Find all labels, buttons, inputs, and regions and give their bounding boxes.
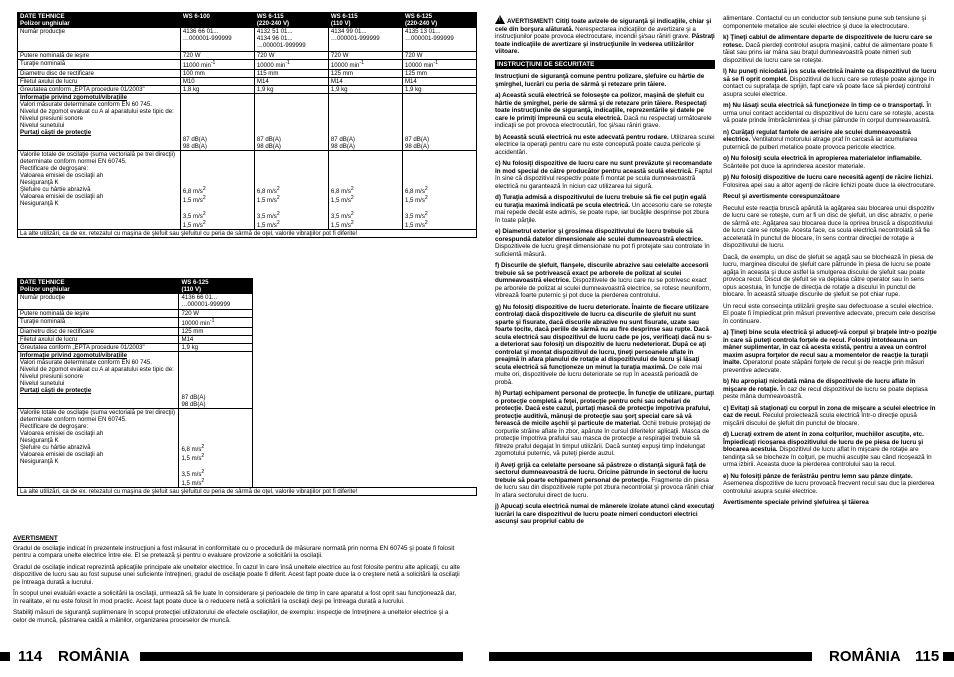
instruction-paragraph	[495, 73, 715, 88]
footer-bar	[943, 652, 954, 661]
cell	[180, 60, 254, 70]
right-column-1	[495, 15, 715, 530]
cell: 4134 99 01...	[330, 28, 367, 35]
cell-value: 1,5 m/s	[330, 222, 351, 230]
cell: 1,9 kg	[328, 86, 402, 94]
cell-value: 1,5 m/s	[256, 222, 277, 230]
table-footnote: La alte utilizări, ca de ex. retezatul cu maşina de şlefuit sau şlefuitul cu peria de sârmă de oţel, valorile vibraţiilor pot fi diferite!	[18, 230, 477, 238]
cell-value: 10000 min	[181, 320, 210, 328]
instruction-text: Dacă pierdeţi controlul asupra maşinii, cablul de alimentare poate fi tăiat sau prins iar mâna sau braţul dumneavoastră poate nimeri sub dispozitivul de lucru care se roteşte.	[723, 41, 933, 64]
cell: M14	[328, 78, 402, 86]
row-label: Greutatea conform „EPTA procedure 01/2003"	[18, 86, 181, 94]
instruction-paragraph	[723, 329, 937, 374]
cell-value: 3,5 m/s	[256, 213, 277, 221]
cell: 4135 13 01...	[404, 28, 441, 35]
instruction-bold: Recul şi avertismente corespunzătoare	[723, 193, 840, 200]
cell-value: 6,8 m/s	[182, 188, 203, 196]
instruction-paragraph	[723, 254, 937, 299]
page-footer-left	[0, 648, 477, 664]
cell-value: 6,8 m/s	[181, 446, 202, 454]
cell-value: 1,5 m/s	[404, 222, 425, 230]
warning-bold: AVERTISMENT! Citiţi toate avizele de siguranţă şi indicaţiile, chiar şi cele din borşura alăturată.	[495, 18, 712, 33]
table-row	[18, 318, 477, 328]
model-ws6-115-110: WS 6-115	[330, 13, 358, 20]
cell	[179, 352, 252, 409]
instruction-paragraph	[723, 303, 937, 326]
table-row	[18, 86, 477, 94]
instruction-bold: p) Nu folosiţi dispozitive de lucru care necesită agenţi de răcire lichizi.	[723, 174, 933, 181]
row-label: Turaţie nominală	[18, 318, 179, 328]
cell-value: 1,5 m/s	[182, 197, 203, 205]
row-label: Filetul axului de lucru	[18, 78, 181, 86]
instruction-bold: a) Această sculă electrică se foloseşte ca polizor, maşină de şlefuit cu hârtie de şmirghel, perie de sârmă şi de retezare prin tăiere. Respectaţi toate instrucţiunile de siguranţă, indicaţiile, reprezentările şi datele pe care le primiţi împreună cu scula electrică.	[495, 92, 707, 122]
table-subtitle: Polizor unghiular	[20, 286, 70, 293]
page-footer-right	[477, 648, 954, 664]
unit-sup: -1	[359, 60, 364, 66]
vibration-labels	[18, 409, 179, 488]
instruction-text: Dacă nu respectaţi următoarele indicaţii se pot provoca electrocutări, foc şi/sau răniri grave.	[495, 114, 712, 129]
model-voltage: (220-240 V)	[404, 20, 438, 27]
cell: 6,8 $m/s^2$ 1,5 $m/s^2$ 3,5 $m/s^2$ 1,5 $m/s^2$	[180, 151, 254, 230]
instruction-paragraph	[495, 194, 715, 224]
cell: …000001-999999	[181, 301, 231, 308]
instruction-bold: n) Curăţaţi regulat fantele de aerisire ale sculei dumneavoastră electrice.	[723, 128, 911, 143]
cell	[328, 60, 402, 70]
instruction-paragraph	[495, 92, 715, 130]
instruction-paragraph	[495, 228, 715, 258]
row-label: Turaţie nominală	[18, 60, 181, 70]
instruction-paragraph	[495, 390, 715, 458]
model-voltage: (220-240 V)	[256, 20, 290, 27]
cell: M14	[179, 336, 252, 344]
cell-value: 3,5 m/s	[404, 213, 425, 221]
cell-value: 98 dB(A)	[330, 143, 355, 151]
instruction-paragraph	[723, 15, 937, 30]
instruction-text: Dispozitivul de lucru care se roteşte poate ajunge în contact cu suprafaţa de sprijin, fapt care vă poate face să pierdeţi controlul asupra sculei electrice.	[723, 75, 935, 98]
cell: 125 mm	[328, 70, 402, 78]
spec-table-2	[17, 278, 477, 496]
row-label: Număr producţie	[18, 294, 179, 310]
instruction-text: Un accesoriu care se roteşte mai repede decât este admis, se poate rupe, iar bucăţile desprinse pot zbura în toate părţile.	[495, 201, 713, 224]
attention-paragraph: În scopul unei evaluări exacte a solicitării la oscilaţii, urmează să fie luate în considerare şi perioadele de timp în care aparatul a fost oprit sau funcţionează dar, în realitate, el nu este folosit în mod practic. Acest fapt poate duce la o reducere netă a solicitării la oscilaţii deşi pe întreaga durată a lucrului.	[13, 590, 457, 605]
footer-bar	[140, 652, 463, 661]
attention-paragraph: Gradul de oscilaţie indicat reprezintă aplicaţiile principale ale uneltelor electrice. În cazul în care însă uneltele electrice au fost folosite pentru alte aplicaţii, cu alte dispozitive de lucru sau au fost supuse unei suficiente întreţineri, gradul de oscilaţie poate fi diferit. Acest fapt poate duce la o creştere netă a solicitării la oscilaţii pe întreaga durată a lucrului.	[13, 563, 460, 586]
cell-value: 98 dB(A)	[256, 143, 281, 151]
instruction-text: Dispozitivul de lucru aflat în mişcare de rotaţie are tendinţa să se blocheze în colţuri, pe muchii ascuţite sau când ricoşează în urma izbirii. Aceasta duce la pierderea controlului sau la recul.	[723, 446, 932, 468]
table-row	[18, 310, 477, 318]
instruction-text: Dacă, de exemplu, un disc de şlefuit se agaţă sau se blochează în piesa de lucru, marginea discului de şlefuit care pătrunde în piesa de lucru se poate agăţa în aceasta şi duce astfel la smulgerea discului de şlefuit sau poate provoca recul. Discul de şlefuit se va deplasa către operator sau în sens opus acestuia, în funcţie de direcţia de rotaţie a discului în punctul de blocare. În această situaţie discurile de şlefuit se pot chiar rupe.	[723, 253, 934, 298]
instruction-paragraph	[723, 378, 937, 401]
noise-intro: Valori măsurate determinate conform EN 60 745.	[20, 359, 152, 367]
right-page	[477, 0, 954, 677]
table-row	[18, 52, 477, 60]
page-number: 115	[915, 647, 940, 665]
instruction-text: În urma unui contact accidental cu dispozitivul de lucru care se roteşte, acesta vă poate prinde îmbrăcămintea şi chiar pătrunde în corpul dumneavoastră.	[723, 102, 934, 124]
cell-value: 3,5 m/s	[330, 213, 351, 221]
instruction-text: Operatorul poate stăpâni forţele de recul şi de reacţie prin măsuri preventive adecvate.	[723, 359, 925, 374]
table-row	[18, 344, 477, 352]
warning-keep: Păstraţi toate indicaţiile de avertizare şi instrucţiunile în vederea utilizărilor viitoare.	[495, 33, 715, 55]
page-language: ROMÂNIA	[58, 647, 130, 665]
noise-title: Informaţie privind zgomotul/vibraţiile	[20, 94, 127, 102]
vibration-row	[18, 409, 477, 488]
cell: 6,8 $m/s^2$ 1,5 $m/s^2$ 3,5 $m/s^2$ 1,5 $m/s^2$	[179, 409, 252, 488]
cell-value: 1,5 m/s	[256, 197, 277, 205]
wear-protection: Purtaţi căşti de protecţie	[20, 387, 92, 395]
vibration-ah-label: Valoarea emisiei de oscilaţii ah	[20, 172, 104, 180]
model-ws6-100: WS 6-100	[182, 13, 210, 20]
instruction-text: Un recul este consecinţa utilizării greşite sau defectuoase a sculei electrice. El poate fi împiedicat prin măsuri preventive adecvate, precum cele descrise în continuare.	[723, 302, 936, 325]
cell-value: 98 dB(A)	[182, 143, 207, 151]
instruction-text: Fragmente din piesa de lucru sau din dispozitivele rupte pot zbura necontrolat şi provoca răniri chiar în afara sectorului direct de lucru.	[495, 476, 715, 499]
table-footnote: La alte utilizări, ca de ex. retezatul cu maşina de şlefuit sau şlefuitul cu peria de sârmă de oţel, valorile vibraţiilor pot fi diferite!	[18, 488, 477, 496]
cell: 125 mm	[402, 70, 476, 78]
spec-table-1	[17, 12, 477, 238]
instruction-bold: b) Nu apropiaţi niciodată mâna de dispozitivele de lucru aflate în mişcare de rotaţie.	[723, 378, 916, 393]
instruction-bold: e) Nu folosiţi pânze de ferăstrău pentru lemn sau pânze dinţate.	[723, 472, 913, 480]
model-ws6-125-110: WS 6-125	[181, 279, 209, 286]
row-label: Diametru disc de rectificare	[18, 328, 179, 336]
cell-value: 98 dB(A)	[404, 143, 429, 151]
noise-title: Informaţie privind zgomotul/vibraţiile	[20, 352, 127, 360]
vibration-ah-label: Valoarea emisiei de oscilaţii ah	[20, 193, 104, 201]
spec-table-header	[18, 13, 477, 28]
instruction-text: Dispozitivele de lucru greşit dimensionate nu pot fi protejate sau controlate în suficientă măsură.	[495, 243, 710, 258]
attention-paragraph: Stabiliţi măsuri de siguranţă suplimenare în scopul protecţiei utilizatorului de efectele oscilaţiilor, de exemplu: inspecţie de întreţinere a uneltelor electrice şi a celor de muncă, păstrarea caldă a mâinilor, organizarea proceselor de muncă.	[13, 609, 449, 624]
attention-section	[13, 535, 461, 628]
instruction-paragraph	[723, 499, 937, 507]
table-footnote-row	[18, 230, 477, 238]
cell	[402, 94, 476, 151]
instruction-bold: d) Turaţia admisă a dispozitivului de lucru trebuie să fie cel puţin egală cu turaţia maximă indicată pe scula electrică.	[495, 194, 707, 209]
instruction-paragraph	[495, 160, 715, 190]
cell-value: 6,8 m/s	[330, 188, 351, 196]
cell-value: 1,5 m/s	[182, 222, 203, 230]
cell: 4132 51 01...	[256, 28, 293, 35]
model-voltage: (110 V)	[181, 286, 202, 293]
vibration-k-label: Nesiguranţă K	[20, 458, 59, 466]
cell: 1,8 kg	[180, 86, 254, 94]
cell: 100 mm	[180, 70, 254, 78]
noise-pressure-label: Nivelul presiunii sonore	[20, 115, 83, 123]
cell-value: 1,5 m/s	[181, 455, 202, 463]
row-label: Putere nominală de ieşire	[18, 310, 179, 318]
vibration-k-label: Nesiguranţă K	[20, 437, 59, 445]
cell-value: 10000 min	[330, 62, 360, 70]
cell: …000001-999999	[330, 35, 380, 42]
instruction-text: Asemenea dispozitive de lucru provoacă frecvent recul sau duc la pierderea controlului asupra sculei electrice.	[723, 480, 935, 495]
table-row	[18, 336, 477, 344]
cell: M10	[180, 78, 254, 86]
cell	[179, 318, 252, 328]
warning-block	[495, 15, 715, 56]
model-ws6-125: WS 6-125	[404, 13, 433, 20]
cell: …000001-999999	[256, 42, 306, 49]
instruction-bold: c) Evitaţi să staţionaţi cu corpul în zona de mişcare a sculei electrice în caz de recul.	[723, 404, 936, 419]
cell: …000001-999999	[182, 35, 232, 42]
unit-sup: -1	[285, 60, 290, 66]
instruction-bold: o) Nu folosiţi scula electrică în apropierea materialelor inflamabile.	[723, 155, 922, 162]
instruction-bold: b) Această sculă electrică nu este adecvată pentru rodare.	[495, 133, 669, 141]
noise-labels	[18, 352, 179, 409]
instructions-list-1	[495, 73, 715, 526]
cell	[328, 94, 402, 151]
noise-row	[18, 94, 477, 151]
instruction-paragraph	[723, 473, 937, 496]
instruction-paragraph	[723, 174, 937, 189]
cell: 1,9 kg	[179, 344, 252, 352]
instruction-text: Reculul proiectează scula electrică într-o direcţie opusă mişcării discului de şlefuit din punctul de blocare.	[723, 412, 917, 427]
vibration-ah-label: Valoarea emisiei de oscilaţii ah	[20, 430, 104, 438]
cell-value: 6,8 m/s	[256, 188, 277, 196]
footer-bar	[0, 652, 10, 661]
instruction-text: Scânteile pot duce la aprinderea acestor materiale.	[723, 162, 866, 170]
section-title: INSTRUCŢIUNI DE SECURITATE	[495, 60, 715, 70]
cell: 115 mm	[254, 70, 328, 78]
instructions-list-2	[723, 15, 937, 507]
cell	[254, 60, 328, 70]
wear-protection: Purtaţi căşti de protecţie	[20, 129, 92, 137]
unit-sup: -1	[433, 60, 438, 66]
instruction-paragraph	[723, 68, 937, 98]
table-row	[18, 28, 477, 52]
cell: 1,9 kg	[402, 86, 476, 94]
instruction-bold: l) Nu puneţi niciodată jos scula electrică înainte ca dispozitivul de lucru să se fi oprit complet.	[723, 68, 937, 83]
instruction-text: Dispozitivele de lucru care nu se potrivesc exact pe arborele de polizat al sculei dumneavoastră electrice, se rotesc neuniform, vibrează foarte puternic şi pot duce la pierderea controlului.	[495, 277, 711, 299]
instruction-paragraph	[495, 134, 715, 157]
right-column-2	[723, 15, 937, 511]
instruction-paragraph	[723, 129, 937, 152]
cell-value: 10000 min	[256, 62, 286, 70]
row-label: Număr producţie	[18, 28, 181, 52]
cell-value: 3,5 m/s	[181, 471, 202, 479]
cell: 125 mm	[179, 328, 252, 336]
noise-pressure-label: Nivelul presiunii sonore	[20, 373, 83, 381]
footer-bar	[489, 652, 812, 661]
vibration-k-label: Nesiguranţă K	[20, 200, 59, 208]
attention-title: AVERTISMENT	[13, 535, 58, 542]
cell-value: 87 dB(A)	[330, 136, 355, 144]
instruction-paragraph	[723, 405, 937, 428]
unit-sup: -1	[209, 318, 215, 324]
instruction-bold: Avertismente speciale privind şlefuirea şi tăierea	[723, 499, 869, 506]
vibration-sanding: Şlefuire cu hârtie abrazivă	[20, 186, 91, 194]
instruction-text: Ventilatorul motorului atrage praf în carcasă iar acumularea puternică de pulberi metalice poate provoca pericole electrice.	[723, 136, 918, 151]
cell	[180, 94, 254, 151]
instruction-paragraph	[723, 431, 937, 469]
row-label: Filetul axului de lucru	[18, 336, 179, 344]
instruction-bold: Instrucţiuni de siguranţă comune pentru polizare, şlefuire cu hârtie de şmirghel, lucrări cu peria de sârmă şi retezare prin tăiere.	[495, 73, 705, 88]
vibration-sanding: Şlefuire cu hârtie abrazivă	[20, 444, 91, 452]
cell: 720 W	[180, 52, 254, 60]
instruction-paragraph	[495, 503, 715, 526]
row-label: Greutatea conform „EPTA procedure 01/2003"	[18, 344, 179, 352]
instruction-text: Utilizarea sculei electrice la operaţii pentru care nu este concepută poate cauza pericole şi accidentări.	[495, 133, 715, 156]
noise-power-label: Nivelul sunetului	[20, 122, 65, 130]
instruction-bold: a) Ţineţi bine scula electrică şi aduceţi-vă corpul şi braţele într-o poziţie în care să puteţi controla forţele de recul. Folosiţi întotdeauna un mâner suplimentar, în caz că acesta există, pentru a avea un control maxim asupra forţelor de recul sau a momentelor de reacţie la turaţii înalte.	[723, 329, 937, 366]
cell-value: 10000 min	[404, 62, 434, 70]
table-footnote-row	[18, 488, 477, 496]
instruction-bold: m) Nu lăsaţi scula electrică să funcţioneze în timp ce o transportaţi.	[723, 102, 925, 109]
page-language: ROMÂNIA	[829, 647, 901, 665]
cell-value: 6,8 m/s	[404, 188, 425, 196]
warning-triangle-icon: !	[495, 15, 505, 24]
noise-row	[18, 352, 477, 409]
cell-value: 87 dB(A)	[256, 136, 281, 144]
vibration-labels	[18, 151, 181, 230]
instruction-text: Folosirea apei sau a altor agenţi de răcire lichizi poate duce la electrocutare.	[723, 181, 936, 189]
noise-labels	[18, 94, 181, 151]
noise-intro2: Nivelul de zgomot evaluat cu A al aparatului este tipic de:	[20, 108, 174, 116]
attention-paragraph: Gradul de oscilaţie indicat în prezentele instrucţiuni a fost măsurat în conformitate cu o procedură de măsurare normată prin norma EN 60745 şi poate fi folosit pentru a compara unelte electrice între ele. El se pretează şi pentru o evaluare provizorie a solicitării la oscilaţii.	[13, 544, 455, 559]
instruction-bold: g) Nu folosiţi dispozitive de lucru deteriorate. Înainte de fiecare utilizare controlaţi dacă dispozitivele de lucru ca discurile de şlefuit nu sunt sparte şi fisurate, dacă discurile abrazive nu sunt fisurate, uzate sau foarte tocite, dacă periile de sârmă nu au fire desprinse sau rupte. Dacă scula electrică sau dispozitivul de lucru cade pe jos, verificaţi dacă nu s-a deteriorat sau folosiţi un dispozitiv de lucru nedeteriorat. După ce aţi controlat şi montat dispozitivul de lucru, ţineţi persoanele aflate în preajmă în afara planului de rotaţie al dispozitivului de lucru şi lăsaţi scula electrică să funcţioneze un minut la turaţia maximă.	[495, 303, 712, 371]
warning-text: Nerespectarea indicaţiilor de avertizare şi a instrucţiunilor poate provoca electrocutare, incendii şi/sau răniri grave.	[495, 25, 696, 40]
cell: 720 W	[328, 52, 402, 60]
instruction-bold: d) Lucraţi extrem de atent în zona colţurilor, muchiilor ascuţite, etc. Împiedicaţi ricoşarea dispozitivului de lucru de pe piesa de lucru şi blocarea acestuia.	[723, 431, 924, 453]
model-voltage: (110 V)	[330, 20, 351, 27]
cell-value: 11000 min	[182, 62, 211, 70]
cell-value: 1,5 m/s	[330, 197, 351, 205]
cell	[402, 60, 476, 70]
noise-intro: Valori măsurate determinate conform EN 60 745.	[20, 101, 152, 109]
instruction-text: Faptul în sine că dispozitivul respectiv poate fi montat pe scula dumneavoastră electrică nu garantează în niciun caz utilizarea lui sigură.	[495, 167, 712, 190]
cell: 6,8 $m/s^2$ 1,5 $m/s^2$ 3,5 $m/s^2$ 1,5 $m/s^2$	[254, 151, 328, 230]
vibration-intro: Valorile totale de oscilaţie (suma vectorială pe trei direcţii) determinate conform normei EN 60745.	[20, 151, 176, 166]
table-row	[18, 60, 477, 70]
model-ws6-115: WS 6-115	[256, 13, 284, 20]
unit-sup: -1	[210, 60, 216, 66]
cell: 4134 96 01...	[256, 35, 293, 42]
cell-value: 87 dB(A)	[182, 136, 207, 144]
instruction-paragraph	[495, 304, 715, 387]
row-label: Putere nominală de ieşire	[18, 52, 181, 60]
instruction-paragraph	[723, 102, 937, 125]
vibration-k-label: Nesiguranţă K	[20, 179, 59, 187]
cell: 6,8 $m/s^2$ 1,5 $m/s^2$ 3,5 $m/s^2$ 1,5 $m/s^2$	[328, 151, 402, 230]
instruction-bold: j) Apucaţi scula electrică numai de mânerele izolate atunci când executaţi lucrări la care dispozitivul de lucru poate nimeri conductori electrici ascunşi sau propriul cablu de	[495, 503, 715, 525]
cell: 4136 66 01...	[182, 28, 219, 35]
vibration-grinding: Rectificare de degroşare:	[20, 165, 89, 173]
cell-value: 3,5 m/s	[182, 213, 203, 221]
cell: 720 W	[179, 310, 252, 318]
cell-value: 1,5 m/s	[181, 480, 202, 488]
cell-value: 87 dB(A)	[404, 136, 429, 144]
instruction-text: Reculul este reacţia bruscă apărută la agăţarea sau blocarea unui dispozitiv de lucru care se roteşte, cum ar fi un disc de şlefuit, un disc abraziv, o perie de sârmă etc. Agăţarea sau blocarea duce la oprirea bruscă a dispozitivului de lucru care se roteşte. Acesta face, ca scula electrică necontrolată să fie accelerată în punctul de blocare, în sens contrar direcţiei de rotaţie a dispozitivului de lucru.	[723, 204, 935, 249]
instruction-bold: c) Nu folosiţi dispozitive de lucru care nu sunt prevăzute şi recomandate în mod special de către producător pentru această sculă electrică.	[495, 160, 712, 175]
instruction-paragraph	[723, 205, 937, 250]
page-number: 114	[18, 647, 43, 665]
instruction-text: alimentare. Contactul cu un conductor sub tensiune pune sub tensiune şi componentele metalice ale sculei electrice şi duce la electrocutare.	[723, 15, 927, 30]
table-title: DATE TEHNICE	[20, 13, 65, 20]
instruction-paragraph	[723, 155, 937, 170]
instruction-bold: f) Discurile de şlefuit, flanşele, discurile abrazive sau celelalte accesorii trebuie să se potrivească exact pe arborele de polizat al sculei dumneavoastră electrice.	[495, 262, 709, 284]
instruction-paragraph	[723, 34, 937, 64]
row-label: Diametru disc de rectificare	[18, 70, 181, 78]
instruction-text: În caz de recul dispozitivul de lucru se poate deplasa peste mâna dumneavoastră.	[723, 385, 928, 400]
cell-value: 98 dB(A)	[181, 401, 206, 409]
cell: M14	[402, 78, 476, 86]
instruction-paragraph	[495, 262, 715, 300]
cell: …000001-999999	[404, 35, 454, 42]
vibration-ah-label: Valoarea emisiei de oscilaţii ah	[20, 451, 104, 459]
noise-intro2: Nivelul de zgomot evaluat cu A al aparatului este tipic de:	[20, 366, 174, 374]
table-row	[18, 70, 477, 78]
instruction-text: De cele mai multe ori, dispozitivele de lucru deteriorate se rup în această perioadă de probă.	[495, 363, 703, 386]
instruction-bold: e) Diametrul exterior şi grosimea dispozitivului de lucru trebuie să corespundă datelor dimensionale ale sculei dumneavoastră electrice.	[495, 228, 703, 243]
vibration-intro: Valorile totale de oscilaţie (suma vectorială pe trei direcţii) determinate conform normei EN 60745.	[20, 409, 176, 424]
instruction-paragraph	[723, 193, 937, 201]
instruction-bold: h) Purtaţi echipament personal de protecţie. În funcţie de utilizare, purtaţi o protecţie completă a feţei, protecţie pentru ochi sau ochelari de protecţie. Dacă este cazul, purtaţi mască de protecţie împotriva prafului, protecţie auditivă, mănuşi de protecţie sau şorţ special care să vă ferească de micile aşchii şi particule de material.	[495, 390, 715, 427]
table-subtitle: Polizor unghiular	[20, 20, 70, 27]
cell-value: 1,5 m/s	[404, 197, 425, 205]
noise-power-label: Nivelul sunetului	[20, 380, 65, 388]
instruction-bold: k) Ţineţi cablul de alimentare departe de dispozitivele de lucru care se rotesc.	[723, 34, 933, 49]
cell: 720 W	[254, 52, 328, 60]
instruction-text: Ochii trebuie protejaţi de corpurile străine aflate în zbor, apărute în cursul diferitelor aplicaţii. Masca de protecţie împotriva prafului sau masca de protecţie a respiraţiei trebuie să filtreze praful degajat în timpul utilizării. Dacă sunteţi expuşi timp îndelungat zgomotului puternic, vă puteţi pierde auzul.	[495, 420, 711, 457]
table-row	[18, 78, 477, 86]
spec-table-header	[18, 279, 477, 294]
cell: 4136 66 01...	[181, 294, 218, 301]
instruction-paragraph	[495, 462, 715, 500]
cell	[254, 94, 328, 151]
cell: 1,9 kg	[254, 86, 328, 94]
table-title: DATE TEHNICE	[20, 279, 65, 286]
cell: 6,8 $m/s^2$ 1,5 $m/s^2$ 3,5 $m/s^2$ 1,5 $m/s^2$	[402, 151, 476, 230]
vibration-row	[18, 151, 477, 230]
cell: M14	[254, 78, 328, 86]
cell: 720 W	[402, 52, 476, 60]
vibration-grinding: Rectificare de degroşare:	[20, 423, 89, 431]
table-row	[18, 328, 477, 336]
instruction-bold: i) Aveţi grijă ca celelalte persoane să păstreze o distanţă sigură faţă de sectorul dumneavoastră de lucru. Oricine pătrunde în sectorul de lucru trebuie să poarte echipament personal de protecţie.	[495, 461, 708, 484]
table-row	[18, 294, 477, 310]
cell-value: 87 dB(A)	[181, 394, 206, 402]
